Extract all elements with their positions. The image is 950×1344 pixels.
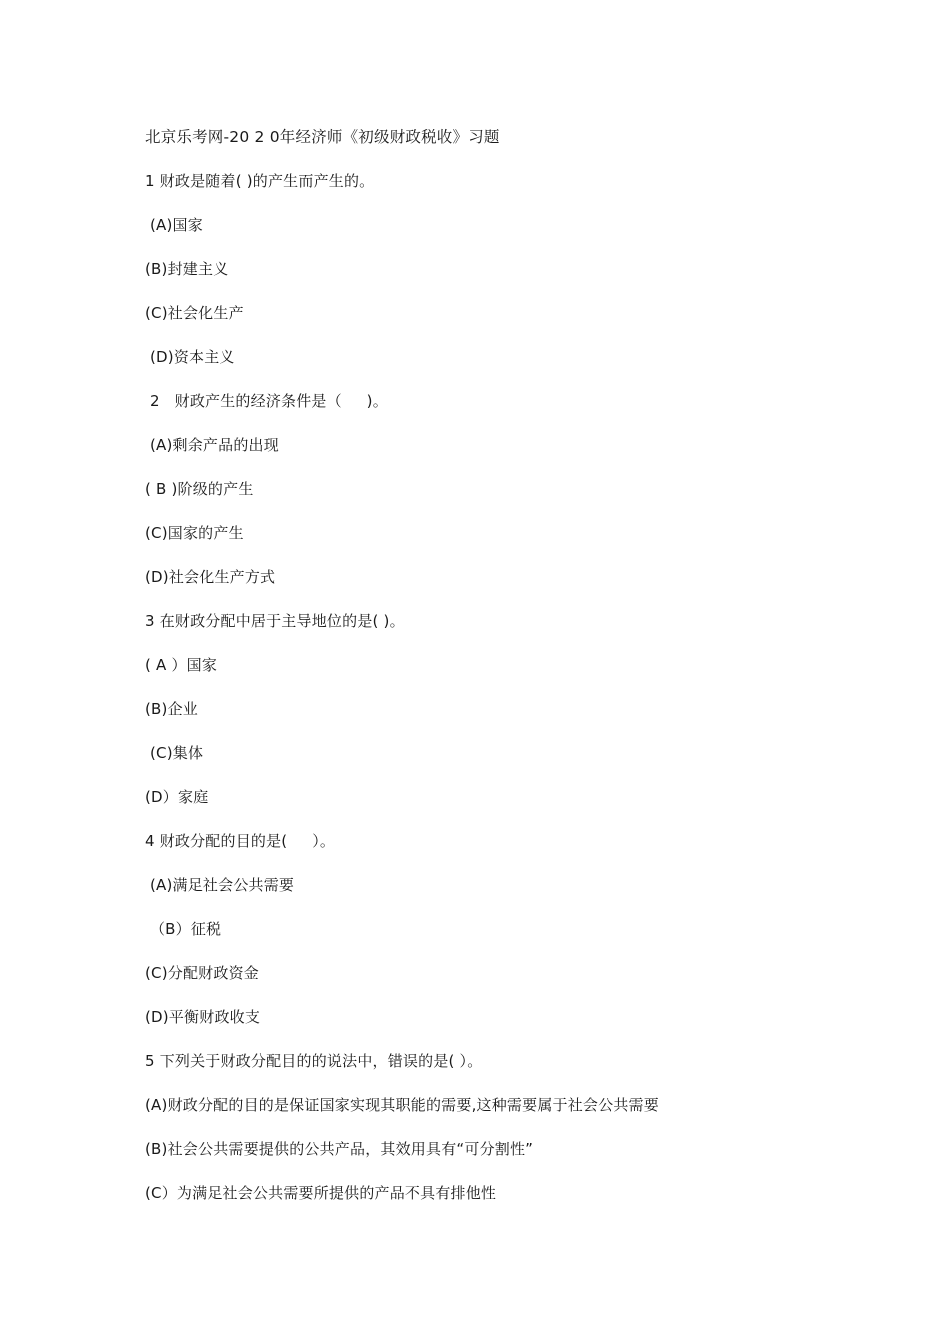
question-1-stem: 1 财政是随着( )的产生而产生的。 xyxy=(145,172,375,190)
question-2-option-c: (C)国家的产生 xyxy=(145,524,244,542)
question-4-option-c: (C)分配财政资金 xyxy=(145,964,259,982)
question-2-option-d: (D)社会化生产方式 xyxy=(145,568,276,586)
question-4-option-b: （B）征税 xyxy=(145,920,222,938)
question-3-option-d: (D）家庭 xyxy=(145,788,209,806)
question-5-option-c: (C）为满足社会公共需要所提供的产品不具有排他性 xyxy=(145,1184,497,1202)
question-1-option-a: (A)国家 xyxy=(145,216,203,234)
question-2-option-a: (A)剩余产品的出现 xyxy=(145,436,279,454)
question-1-option-c: (C)社会化生产 xyxy=(145,304,244,322)
question-4-option-a: (A)满足社会公共需要 xyxy=(145,876,295,894)
question-3-option-a: ( A ）国家 xyxy=(145,656,218,674)
question-5-option-a: (A)财政分配的目的是保证国家实现其职能的需要,这种需要属于社会公共需要 xyxy=(145,1096,659,1114)
question-3-option-b: (B)企业 xyxy=(145,700,198,718)
question-3-stem: 3 在财政分配中居于主导地位的是( )。 xyxy=(145,612,405,630)
question-1-option-b: (B)封建主义 xyxy=(145,260,229,278)
question-5-option-b: (B)社会公共需要提供的公共产品，其效用具有“可分割性” xyxy=(145,1140,534,1158)
question-2-option-b: ( B )阶级的产生 xyxy=(145,480,254,498)
question-2-stem: 2 财政产生的经济条件是（ )。 xyxy=(145,392,388,410)
document-title: 北京乐考网-20 2 0年经济师《初级财政税收》习题 xyxy=(145,128,500,146)
question-5-stem: 5 下列关于财政分配目的的说法中，错误的是( ）。 xyxy=(145,1052,483,1070)
question-3-option-c: (C)集体 xyxy=(145,744,204,762)
question-4-stem: 4 财政分配的目的是( ）。 xyxy=(145,832,336,850)
question-4-option-d: (D)平衡财政收支 xyxy=(145,1008,261,1026)
question-1-option-d: (D)资本主义 xyxy=(145,348,235,366)
document-body xyxy=(145,126,865,1226)
